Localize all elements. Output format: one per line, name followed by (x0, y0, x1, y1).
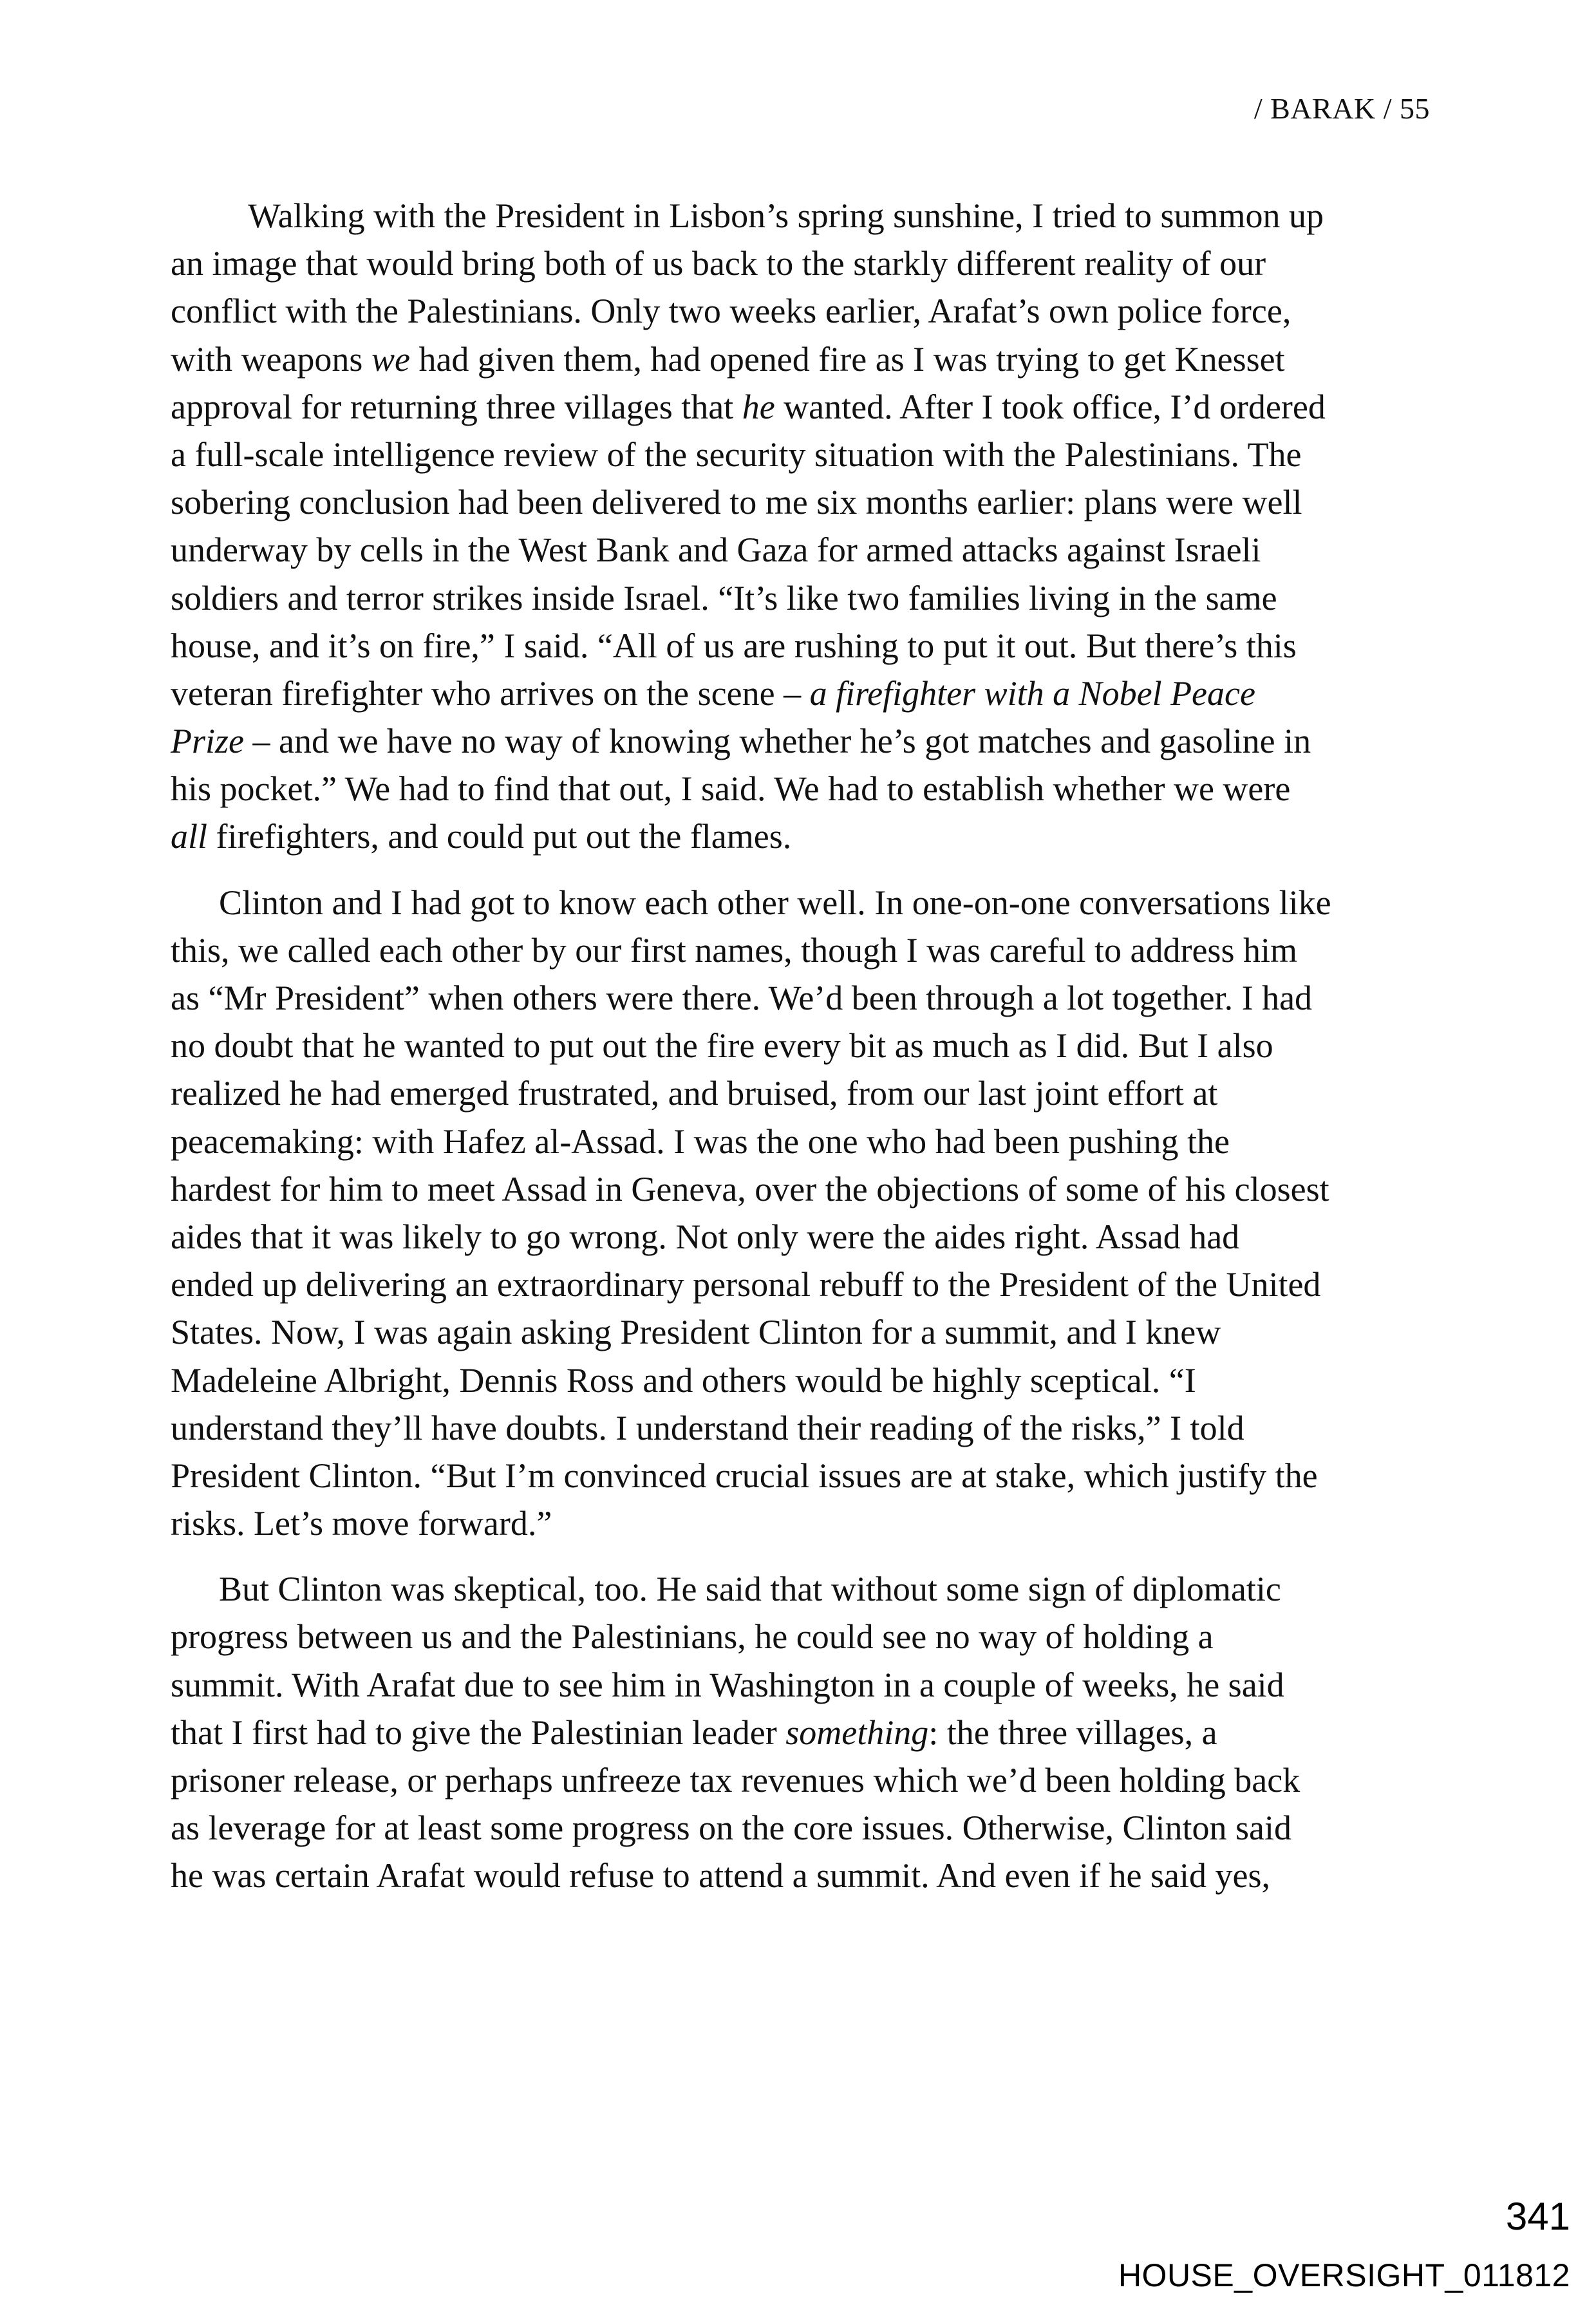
text-line (171, 1022, 1432, 1069)
text-line (171, 1357, 1432, 1404)
text-run: peacemaking: with Hafez al-Assad. I was the one who had been pushing the (171, 1122, 1230, 1161)
text-run: wanted. After I took office, I’d ordered (775, 387, 1326, 426)
text-run: firefighters, and could put out the flames. (207, 817, 792, 856)
text-run: summit. With Arafat due to see him in Washington in a couple of weeks, he said (171, 1665, 1284, 1704)
text-run: underway by cells in the West Bank and Gaza for armed attacks against Israeli (171, 531, 1261, 570)
text-line (171, 765, 1432, 813)
text-run: realized he had emerged frustrated, and bruised, from our last joint effort at (171, 1074, 1218, 1113)
italic-text: all (171, 817, 208, 856)
text-run: with weapons (171, 339, 371, 379)
text-run: aides that it was likely to go wrong. Not only were the aides right. Assad had (171, 1217, 1240, 1256)
text-run: an image that would bring both of us back to the starkly different reality of our (171, 244, 1266, 283)
running-head: / BARAK / 55 (1253, 92, 1430, 125)
text-line (171, 1565, 1432, 1613)
text-run: – and we have no way of knowing whether he’s got matches and gasoline in (244, 722, 1311, 761)
body-text (171, 192, 1432, 1900)
text-line (171, 287, 1432, 335)
text-run: approval for returning three villages that (171, 387, 742, 426)
italic-text: we (371, 339, 410, 379)
text-line (171, 431, 1432, 478)
paragraph (171, 1565, 1432, 1899)
text-line (171, 1308, 1432, 1356)
italic-text: something (785, 1713, 929, 1752)
italic-text: a firefighter with a Nobel Peace (809, 673, 1255, 713)
paragraph (171, 192, 1432, 861)
text-line (171, 1165, 1432, 1213)
text-line (171, 670, 1432, 717)
text-line (171, 926, 1432, 974)
text-line (171, 717, 1432, 765)
text-run: States. Now, I was again asking President Clinton for a summit, and I knew (171, 1313, 1221, 1352)
text-run: this, we called each other by our first names, though I was careful to address him (171, 930, 1297, 970)
text-line (171, 1404, 1432, 1452)
text-line (171, 813, 1432, 860)
text-line (171, 240, 1432, 287)
italic-text: he (742, 387, 775, 426)
text-line (171, 1804, 1432, 1852)
text-run: hardest for him to meet Assad in Geneva, over the objections of some of his closest (171, 1169, 1329, 1208)
text-run: progress between us and the Palestinians, he could see no way of holding a (171, 1617, 1214, 1657)
text-run: Clinton and I had got to know each other well. In one-on-one conversations like (219, 883, 1331, 922)
text-run: his pocket.” We had to find that out, I said. We had to establish whether we were (171, 769, 1291, 809)
text-run: had given them, had opened fire as I was trying to get Knesset (409, 339, 1285, 379)
text-line (171, 622, 1432, 670)
paragraph (171, 879, 1432, 1548)
text-run: ended up delivering an extraordinary personal rebuff to the President of the United (171, 1265, 1321, 1304)
text-line (171, 1069, 1432, 1117)
page-number: 341 (1505, 2195, 1570, 2238)
text-line (171, 335, 1432, 383)
text-line (171, 1661, 1432, 1709)
text-run: as leverage for at least some progress on the core issues. Otherwise, Clinton said (171, 1809, 1292, 1848)
text-line (171, 1118, 1432, 1165)
text-line (171, 383, 1432, 431)
text-run: understand they’ll have doubts. I understand their reading of the risks,” I told (171, 1408, 1244, 1447)
text-run: Madeleine Albright, Dennis Ross and others would be highly sceptical. “I (171, 1360, 1196, 1400)
text-line (171, 1613, 1432, 1660)
text-line (171, 192, 1432, 240)
text-run: conflict with the Palestinians. Only two weeks earlier, Arafat’s own police force, (171, 292, 1291, 331)
text-line (171, 974, 1432, 1022)
text-run: sobering conclusion had been delivered to me six months earlier: plans were well (171, 483, 1302, 522)
text-run: as “Mr President” when others were there. We’d been through a lot together. I had (171, 979, 1313, 1017)
text-run: risks. Let’s move forward.” (171, 1504, 552, 1543)
text-line (171, 1452, 1432, 1499)
text-run: : the three villages, a (928, 1713, 1217, 1752)
text-run: soldiers and terror strikes inside Israel. “It’s like two families living in the same (171, 578, 1277, 617)
text-run: prisoner release, or perhaps unfreeze tax revenues which we’d been holding back (171, 1761, 1300, 1800)
text-line (171, 1709, 1432, 1756)
text-line (171, 1756, 1432, 1804)
text-run: no doubt that he wanted to put out the fire every bit as much as I did. But I also (171, 1026, 1273, 1066)
text-run: President Clinton. “But I’m convinced crucial issues are at stake, which justify the (171, 1456, 1318, 1495)
text-run: Walking with the President in Lisbon’s spring sunshine, I tried to summon up (248, 196, 1324, 235)
text-line (171, 1499, 1432, 1547)
text-line (171, 574, 1432, 622)
text-run: a full-scale intelligence review of the security situation with the Palestinians. The (171, 435, 1302, 474)
text-line (171, 1213, 1432, 1261)
text-run: he was certain Arafat would refuse to attend a summit. And even if he said yes, (171, 1856, 1270, 1895)
paragraph-gap (171, 861, 1432, 879)
italic-text: Prize (171, 722, 244, 761)
text-run: house, and it’s on fire,” I said. “All of us are rushing to put it out. But there’s this (171, 626, 1297, 665)
text-line (171, 879, 1432, 926)
text-run: veteran firefighter who arrives on the scene – (171, 673, 810, 713)
text-run: that I first had to give the Palestinian leader (171, 1713, 786, 1752)
text-line (171, 478, 1432, 526)
text-line (171, 1261, 1432, 1308)
paragraph-gap (171, 1547, 1432, 1565)
text-run: But Clinton was skeptical, too. He said that without some sign of diplomatic (219, 1570, 1281, 1609)
text-line (171, 1852, 1432, 1899)
text-line (171, 526, 1432, 574)
bates-number: HOUSE_OVERSIGHT_011812 (1118, 2257, 1570, 2293)
